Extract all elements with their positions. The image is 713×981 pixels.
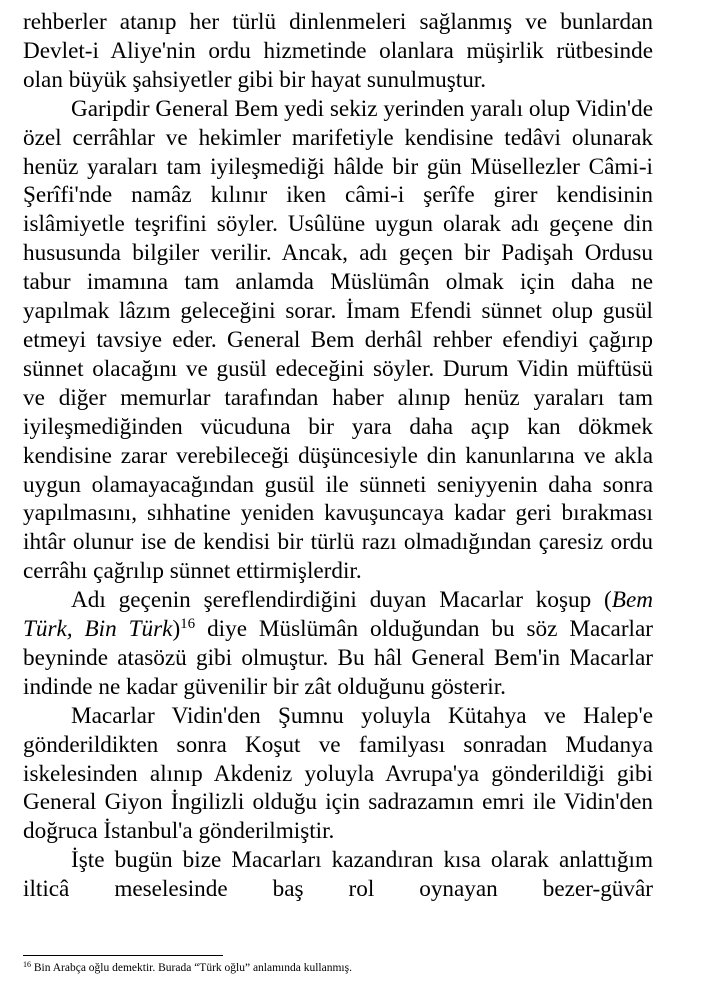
paragraph-2: Garipdir General Bem yedi sekiz yerinden yaralı olup Vidin'de özel cerrâhlar ve hekimler marifetiyle kendisine tedâvi olunarak henüz yaraları tam iyileşmediği hâlde bir gün Müsellezler Câmi-i Şerîfi'nde namâz kılınır iken câmi-i şerîfe girer kendisinin islâmiyetle teşrifini söyler. Usûlüne uygun olarak adı geçene din hususunda bilgiler verilir. Ancak, adı geçen bir Padişah Ordusu tabur imamına tam anlamda Müslümân olmak için daha ne yapılmak lâzım geleceğini sorar. İmam Efendi sünnet olup gusül etmeyi tavsiye eder. General Bem derhâl rehber efendiyi çağırıp sünnet olacağını ve gusül edeceğini söyler. Durum Vidin müftüsü ve diğer memurlar tarafından haber alınıp henüz yaraları tam iyileşmediğinden vücuduna bir yara daha açıp kan dökmek kendisine zarar verebileceği düşüncesiyle din kanunlarına ve akla uygun olamayacağından gusül ile sünneti seniyyenin daha sonra yapılmasını, sıhhatine yeniden kavuşuncaya kadar geri bırakması ihtâr olunur ise de kendisi bir türlü razı olmadığından çaresiz ordu cerrâhı çağrılıp sünnet ettirmişlerdir. — [23, 95, 653, 585]
footnote-reference[interactable]: 16 — [180, 616, 196, 633]
footnote-text: Bin Arabça oğlu demektir. Burada “Türk oğlu” anlamında kullanmış. — [31, 962, 352, 974]
paragraph-3-italic-quote: Bem Türk, Bin Türk — [23, 587, 653, 643]
paragraph-3-close-paren: ) — [172, 616, 181, 643]
footnote-number: 16 — [23, 960, 31, 969]
paragraph-3-text-after: diye Müslümân olduğundan bu söz Macarlar beyninde atasözü gibi olmuştur. Bu hâl General Bem'in Macarlar indinde ne kadar güvenilir bir zât olduğunu gösterir. — [23, 616, 653, 700]
paragraph-3 — [23, 586, 653, 702]
paragraph-4: Macarlar Vidin'den Şumnu yoluyla Kütahya ve Halep'e gönderildikten sonra Koşut ve familyası sonradan Mudanya iskelesinden alınıp Akdeniz yoluyla Avrupa'ya gönderildiği gibi General Giyon İngilizli olduğu için sadrazamın emri ile Vidin'den doğruca İstanbul'a gönderilmiştir. — [23, 702, 653, 845]
footnote — [23, 961, 683, 975]
paragraph-3-text-before: Adı geçenin şereflendirdiğini duyan Macarlar koşup ( — [71, 587, 612, 614]
footnote-separator — [23, 955, 223, 956]
document-body — [23, 8, 653, 904]
paragraph-1: rehberler atanıp her türlü dinlenmeleri sağlanmış ve bunlardan Devlet-i Aliye'nin ordu hizmetinde olanlara müşirlik rütbesinde olan büyük şahsiyetler gibi bir hayat sunulmuştur. — [23, 9, 653, 93]
paragraph-5: İşte bugün bize Macarları kazandıran kısa olarak anlattığım ilticâ meselesinde baş rol oynayan bezer-güvâr — [23, 847, 653, 903]
